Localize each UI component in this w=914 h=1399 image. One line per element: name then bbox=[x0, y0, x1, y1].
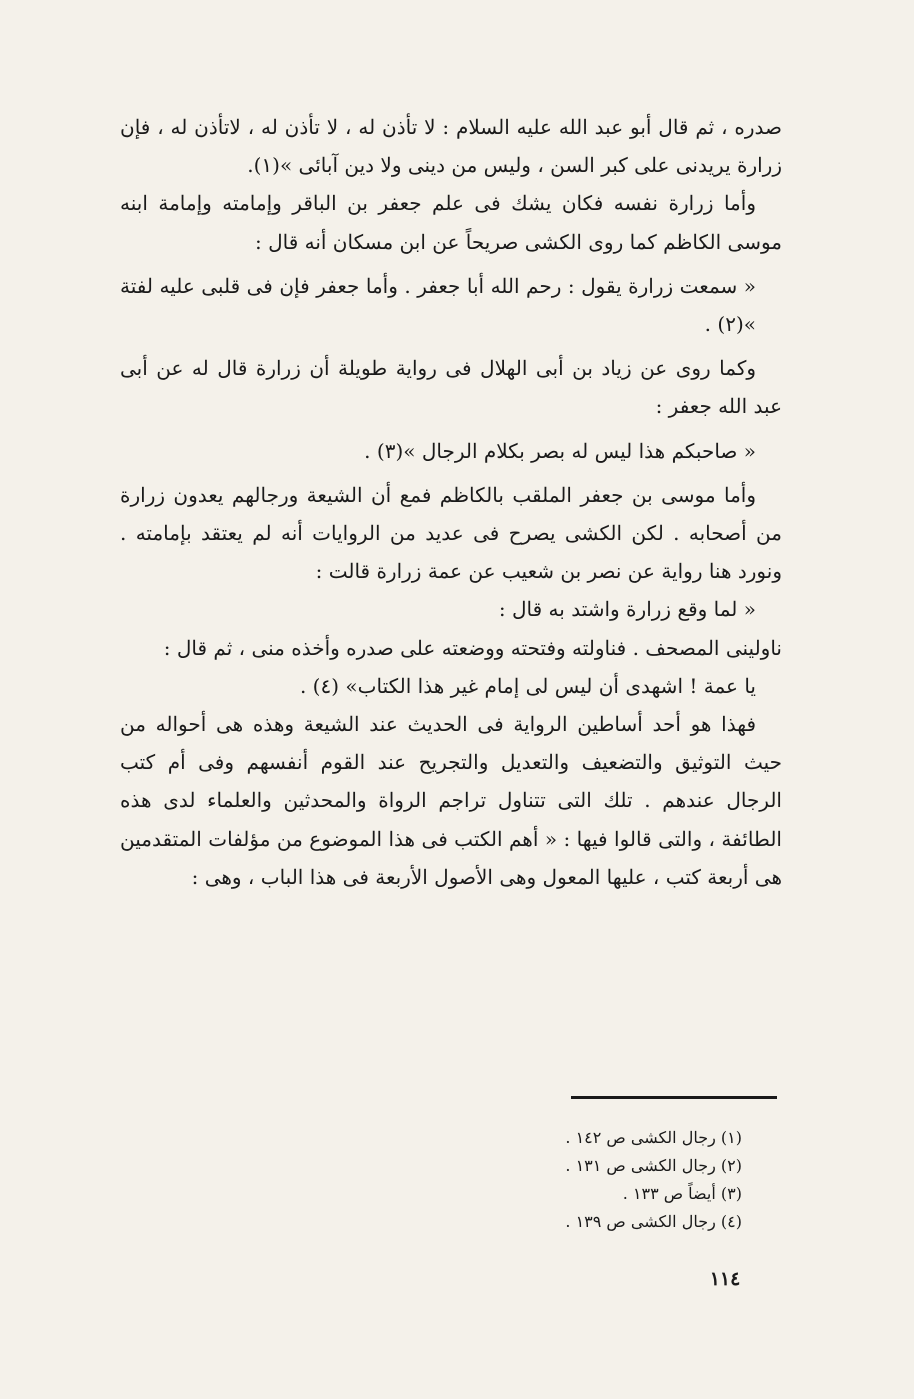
paragraph-3: وكما روى عن زياد بن أبى الهلال فى رواية طويلة أن زرارة قال له عن أبى عبد الله جعفر : bbox=[120, 356, 782, 419]
quote-4: يا عمة ! اشهدى أن ليس لى إمام غير هذا الكتاب» (٤) . bbox=[299, 673, 756, 698]
paragraph-4: وأما موسى بن جعفر الملقب بالكاظم فمع أن الشيعة ورجالهم يعدون زرارة من أصحابه . لكن الكشى يصرح فى عديد من الروايات أنه لم يعتقد بإمامته . ونورد هنا رواية عن نصر بن شعيب عن عمة زرارة قالت : bbox=[120, 482, 782, 584]
paragraph-2: وأما زرارة نفسه فكان يشك فى علم جعفر بن الباقر وإمامته وإمامة ابنه موسى الكاظم كما روى الكشى صريحاً عن ابن مسكان أنه قال : bbox=[120, 191, 782, 254]
quote-1: « سمعت زرارة يقول : رحم الله أبا جعفر . وأما جعفر فإن فى قلبى عليه لفتة »(٢) . bbox=[120, 273, 756, 337]
footnotes bbox=[470, 1124, 742, 1236]
page-number: ١١٤ bbox=[709, 1268, 741, 1290]
paragraph-6: فهذا هو أحد أساطين الرواية فى الحديث عند الشيعة وهذه هى أحواله من حيث التوثيق والتضعيف والتعديل والتجريح عند القوم أنفسهم وفى أم كتب الرجال عندهم . تلك التى تتناول تراجم الرواة والمحدثين والعلماء لدى هذه الطائفة ، والتى قالوا فيها : « أهم الكتب فى هذا الموضوع من مؤلفات المتقدمين هى أربعة كتب ، عليها المعول وهى الأصول الأربعة فى هذا الباب ، وهى : bbox=[120, 712, 782, 889]
quote-3: « لما وقع زرارة واشتد به قال : bbox=[498, 597, 756, 622]
footnote-1: (١) رجال الكشى ص ١٤٢ . bbox=[565, 1128, 742, 1147]
footnote-3: (٣) أيضاً ص ١٣٣ . bbox=[622, 1184, 742, 1203]
main-text bbox=[120, 108, 782, 896]
paragraph-5: ناولينى المصحف . فناولته وفتحته ووضعته على صدره وأخذه منى ، ثم قال : bbox=[163, 635, 782, 660]
quote-2: « صاحبكم هذا ليس له بصر بكلام الرجال »(٣) . bbox=[364, 438, 756, 463]
footnote-2: (٢) رجال الكشى ص ١٣١ . bbox=[565, 1156, 742, 1175]
footnote-separator bbox=[571, 1096, 777, 1099]
footnote-4: (٤) رجال الكشى ص ١٣٩ . bbox=[565, 1212, 742, 1231]
paragraph-1: صدره ، ثم قال أبو عبد الله عليه السلام : لا تأذن له ، لا تأذن له ، لاتأذن له ، فإن زرارة يريدنى على كبر السن ، وليس من دينى ولا دين آبائى »(١). bbox=[120, 115, 782, 178]
